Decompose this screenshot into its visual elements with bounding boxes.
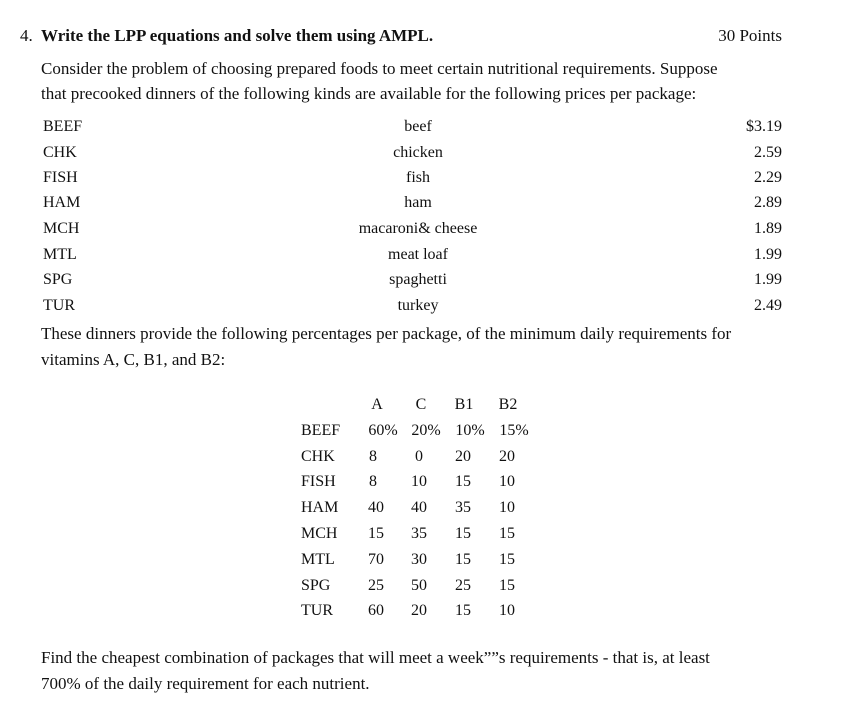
vitamin-cell: 15 xyxy=(499,577,515,594)
vitamin-cell: 8 xyxy=(369,473,377,490)
price-code: MCH xyxy=(43,220,80,237)
vitamin-cell: 15 xyxy=(455,602,471,619)
vitamin-cell: 60% xyxy=(368,422,398,439)
price-name: chicken xyxy=(393,144,443,161)
price-name: beef xyxy=(404,118,432,135)
price-value: 1.99 xyxy=(754,271,782,288)
price-row xyxy=(0,246,848,268)
price-name: spaghetti xyxy=(389,271,447,288)
vitamin-cell: 20 xyxy=(411,602,427,619)
vitamin-row-label: BEEF xyxy=(301,422,341,439)
vitamin-cell: 20 xyxy=(455,448,471,465)
question-number: 4. xyxy=(20,26,33,45)
vitamin-header-b1: B1 xyxy=(454,396,474,413)
question-points: 30 Points xyxy=(718,26,782,45)
vitamin-cell: 10% xyxy=(455,422,485,439)
vitamin-cell: 25 xyxy=(368,577,384,594)
vitamin-cell: 35 xyxy=(411,525,427,542)
price-row xyxy=(0,194,848,216)
price-row xyxy=(0,297,848,319)
question-title: Write the LPP equations and solve them using AMPL. xyxy=(41,26,434,45)
intro-line-1: Consider the problem of choosing prepared foods to meet certain nutritional requirements. Suppose xyxy=(41,59,718,78)
vitamin-row-label: FISH xyxy=(301,473,336,490)
price-name: macaroni& cheese xyxy=(358,220,478,237)
price-code: HAM xyxy=(43,194,81,211)
vitamin-cell: 40 xyxy=(368,499,384,516)
vitamin-header-a: A xyxy=(371,396,383,413)
price-code: BEEF xyxy=(43,118,83,135)
price-row xyxy=(0,220,848,242)
vitamin-cell: 15% xyxy=(499,422,529,439)
vitamin-cell: 15 xyxy=(499,551,515,568)
vitamin-cell: 25 xyxy=(455,577,471,594)
closing-line-1: Find the cheapest combination of packages that will meet a week””s requirements - that is, at least xyxy=(41,648,710,667)
price-value: 2.49 xyxy=(754,297,782,314)
vitamin-cell: 20% xyxy=(411,422,441,439)
price-value: $3.19 xyxy=(746,118,782,135)
price-code: MTL xyxy=(43,246,77,263)
vitamin-row-label: HAM xyxy=(301,499,339,516)
price-value: 2.59 xyxy=(754,144,782,161)
intro-line-2: that precooked dinners of the following kinds are available for the following prices per package: xyxy=(41,84,697,103)
vitamin-cell: 10 xyxy=(499,473,515,490)
price-name: turkey xyxy=(397,297,439,314)
price-row xyxy=(0,271,848,293)
price-code: FISH xyxy=(43,169,78,186)
price-value: 2.89 xyxy=(754,194,782,211)
price-name: meat loaf xyxy=(388,246,448,263)
price-value: 1.99 xyxy=(754,246,782,263)
vitamin-header-c: C xyxy=(415,396,427,413)
vitamin-cell: 15 xyxy=(455,473,471,490)
price-code: TUR xyxy=(43,297,75,314)
vitamin-row-label: MTL xyxy=(301,551,335,568)
price-value: 1.89 xyxy=(754,220,782,237)
vitamin-cell: 10 xyxy=(499,602,515,619)
price-name: fish xyxy=(406,169,430,186)
vitamin-row-label: SPG xyxy=(301,577,331,594)
vitamin-row-label: MCH xyxy=(301,525,338,542)
vitamin-cell: 50 xyxy=(411,577,427,594)
vitamin-cell: 35 xyxy=(455,499,471,516)
price-row xyxy=(0,118,848,140)
price-row xyxy=(0,169,848,191)
vitamin-cell: 40 xyxy=(411,499,427,516)
vitamin-intro-line-2: vitamins A, C, B1, and B2: xyxy=(41,350,226,369)
vitamin-cell: 15 xyxy=(455,551,471,568)
vitamin-cell: 60 xyxy=(368,602,384,619)
vitamin-row-label: TUR xyxy=(301,602,333,619)
price-value: 2.29 xyxy=(754,169,782,186)
vitamin-cell: 0 xyxy=(415,448,423,465)
vitamin-cell: 30 xyxy=(411,551,427,568)
vitamin-cell: 10 xyxy=(411,473,427,490)
vitamin-cell: 15 xyxy=(455,525,471,542)
price-code: SPG xyxy=(43,271,73,288)
price-row xyxy=(0,144,848,166)
price-name: ham xyxy=(404,194,432,211)
vitamin-intro-line-1: These dinners provide the following percentages per package, of the minimum daily requirements for xyxy=(41,324,732,343)
vitamin-header-b2: B2 xyxy=(498,396,518,413)
vitamin-cell: 10 xyxy=(499,499,515,516)
vitamin-cell: 70 xyxy=(368,551,384,568)
vitamin-cell: 15 xyxy=(499,525,515,542)
price-code: CHK xyxy=(43,144,77,161)
vitamin-cell: 20 xyxy=(499,448,515,465)
closing-line-2: 700% of the daily requirement for each nutrient. xyxy=(41,674,370,693)
vitamin-row-label: CHK xyxy=(301,448,335,465)
vitamin-cell: 8 xyxy=(369,448,377,465)
vitamin-cell: 15 xyxy=(368,525,384,542)
